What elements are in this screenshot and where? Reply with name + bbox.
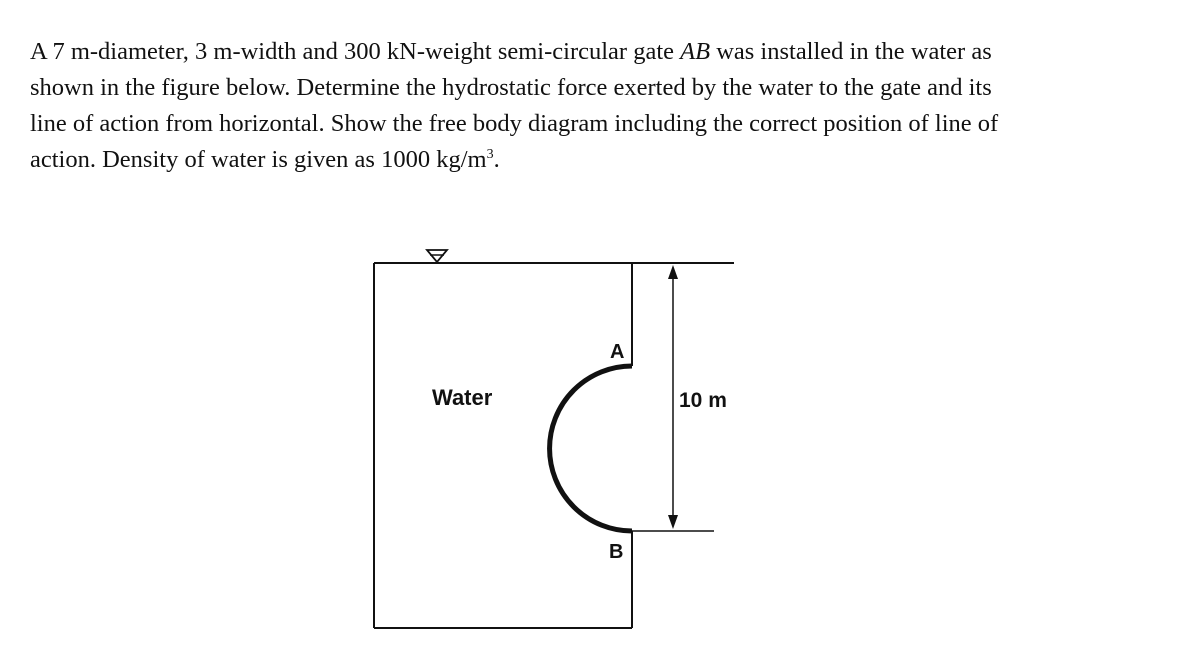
water-label: Water	[432, 385, 493, 410]
dimension-arrow	[668, 265, 678, 529]
problem-line-1-start: A 7 m-diameter, 3 m-width and 300 kN-weight semi-circular gate	[30, 38, 681, 65]
free-surface-triangle-icon	[427, 250, 447, 262]
problem-line-3: line of action from horizontal. Show the free body diagram including the correct position of line of	[30, 110, 999, 137]
problem-line-1-end: was installed in the water as	[710, 38, 992, 65]
problem-line-4-start: action. Density of water is given as 1000 kg/m	[30, 146, 487, 173]
cubed-superscript: 3	[486, 147, 494, 162]
gate-name: AB	[680, 38, 711, 65]
problem-line-2: shown in the figure below. Determine the hydrostatic force exerted by the water to the gate and its	[30, 74, 992, 101]
dimension-label: 10 m	[679, 389, 727, 412]
point-a-label: A	[610, 341, 625, 363]
semicircular-gate	[550, 366, 632, 531]
tank-outline	[374, 263, 734, 628]
problem-line-4-end: .	[493, 146, 500, 173]
point-b-label: B	[609, 541, 624, 563]
